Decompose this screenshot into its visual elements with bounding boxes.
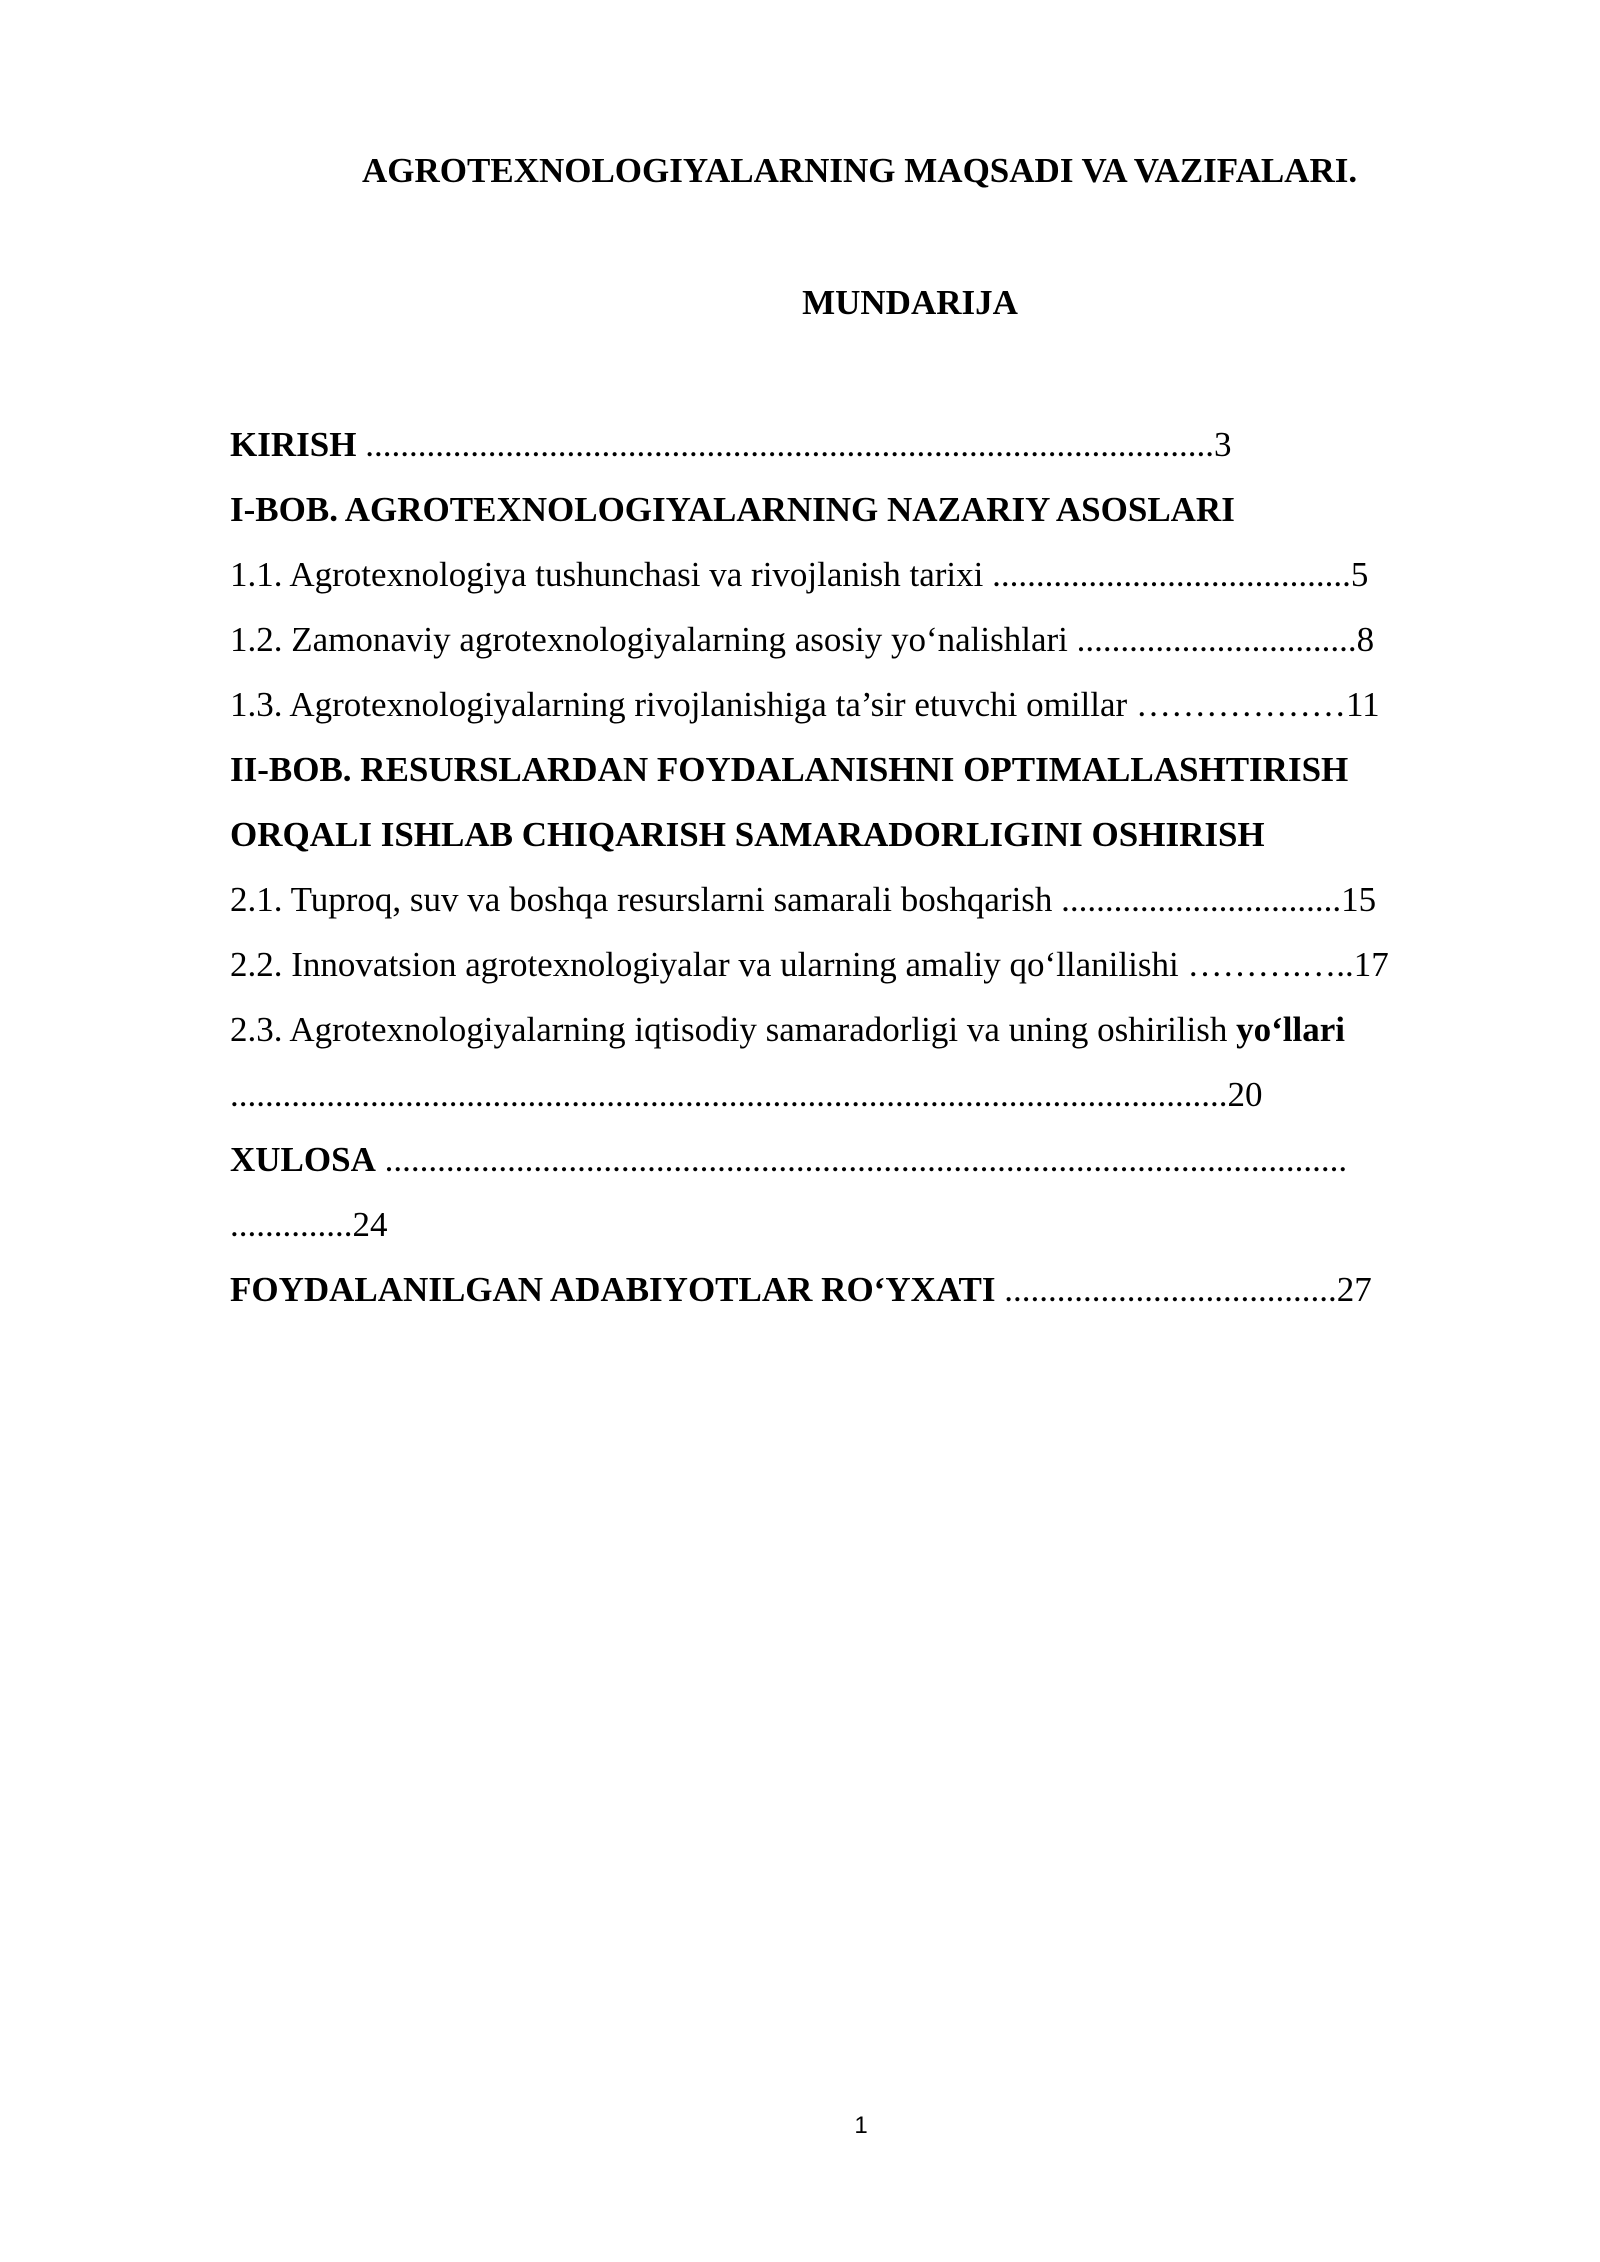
toc-entry-xulosa-continued[interactable] bbox=[230, 1192, 1490, 1257]
toc-entry-chapter-1[interactable] bbox=[230, 477, 1490, 542]
toc-entry-label: KIRISH bbox=[230, 425, 357, 464]
toc-entry-chapter-2-line-2[interactable] bbox=[230, 802, 1490, 867]
toc-leader: ................................................................................................. bbox=[356, 425, 1214, 464]
toc-entry-label: ORQALI ISHLAB CHIQARISH SAMARADORLIGINI OSHIRISH bbox=[230, 815, 1265, 854]
toc-entry-section-2-1[interactable] bbox=[230, 867, 1490, 932]
toc-entry-section-2-3[interactable] bbox=[230, 997, 1490, 1062]
toc-entry-section-1-3[interactable] bbox=[230, 672, 1490, 737]
toc-entry-label: 2.3. Agrotexnologiyalarning iqtisodiy samaradorligi va uning oshirilish bbox=[230, 1010, 1237, 1049]
toc-entry-label: 1.3. Agrotexnologiyalarning rivojlanishiga ta’sir etuvchi omillar bbox=[230, 685, 1136, 724]
toc-entry-label: 1.2. Zamonaviy agrotexnologiyalarning asosiy yo‘nalishlari bbox=[230, 620, 1077, 659]
toc-page-number: 27 bbox=[1336, 1270, 1372, 1309]
toc-entry-section-2-3-continued[interactable] bbox=[230, 1062, 1490, 1127]
toc-entry-label: XULOSA bbox=[230, 1140, 376, 1179]
toc-entry-section-1-2[interactable] bbox=[230, 607, 1490, 672]
toc-entry-label: FOYDALANILGAN ADABIYOTLAR RO‘YXATI bbox=[230, 1270, 996, 1309]
toc-entry-label: I-BOB. AGROTEXNOLOGIYALARNING NAZARIY ASOSLARI bbox=[230, 490, 1235, 529]
toc-entry-kirish[interactable] bbox=[230, 412, 1490, 477]
toc-page-number: 17 bbox=[1353, 945, 1389, 984]
toc-entry-label-bold: yo‘llari bbox=[1236, 1010, 1346, 1049]
toc-page-number: 8 bbox=[1356, 620, 1375, 659]
toc-page-number: 11 bbox=[1345, 685, 1380, 724]
toc-leader: .................................................................................................................. bbox=[230, 1075, 1228, 1114]
toc-leader: ……….….. bbox=[1187, 945, 1354, 984]
toc-entry-chapter-2-line-1[interactable] bbox=[230, 737, 1490, 802]
page-number: 1 bbox=[854, 2112, 868, 2139]
document-title: AGROTEXNOLOGIYALARNING MAQSADI VA VAZIFALARI. bbox=[362, 151, 1358, 190]
toc-leader: .............. bbox=[230, 1205, 353, 1244]
toc-entry-label: II-BOB. RESURSLARDAN FOYDALANISHNI OPTIMALLASHTIRISH bbox=[230, 750, 1349, 789]
toc-heading: MUNDARIJA bbox=[802, 283, 1018, 322]
toc-entry-label: 2.2. Innovatsion agrotexnologiyalar va ularning amaliy qo‘llanilishi bbox=[230, 945, 1188, 984]
toc-page-number: 15 bbox=[1341, 880, 1377, 919]
toc-entry-label: 1.1. Agrotexnologiya tushunchasi va rivojlanish tarixi bbox=[230, 555, 993, 594]
toc-entry-xulosa[interactable] bbox=[230, 1127, 1490, 1192]
toc-page-number: 24 bbox=[352, 1205, 388, 1244]
toc-leader: .............................................................................................................. bbox=[375, 1140, 1348, 1179]
toc-page-number: 20 bbox=[1227, 1075, 1263, 1114]
toc-page-number: 5 bbox=[1350, 555, 1369, 594]
toc-page-number: 3 bbox=[1213, 425, 1232, 464]
toc-leader: ................................ bbox=[1076, 620, 1357, 659]
table-of-contents bbox=[230, 412, 1490, 1322]
toc-leader: ......................................... bbox=[992, 555, 1351, 594]
toc-entry-section-2-2[interactable] bbox=[230, 932, 1490, 997]
toc-entry-label: 2.1. Tuproq, suv va boshqa resurslarni samarali boshqarish bbox=[230, 880, 1062, 919]
toc-leader: ……………… bbox=[1135, 685, 1346, 724]
toc-entry-adabiyotlar[interactable] bbox=[230, 1257, 1490, 1322]
toc-leader: ................................ bbox=[1061, 880, 1342, 919]
toc-entry-section-1-1[interactable] bbox=[230, 542, 1490, 607]
toc-leader: ...................................... bbox=[995, 1270, 1337, 1309]
